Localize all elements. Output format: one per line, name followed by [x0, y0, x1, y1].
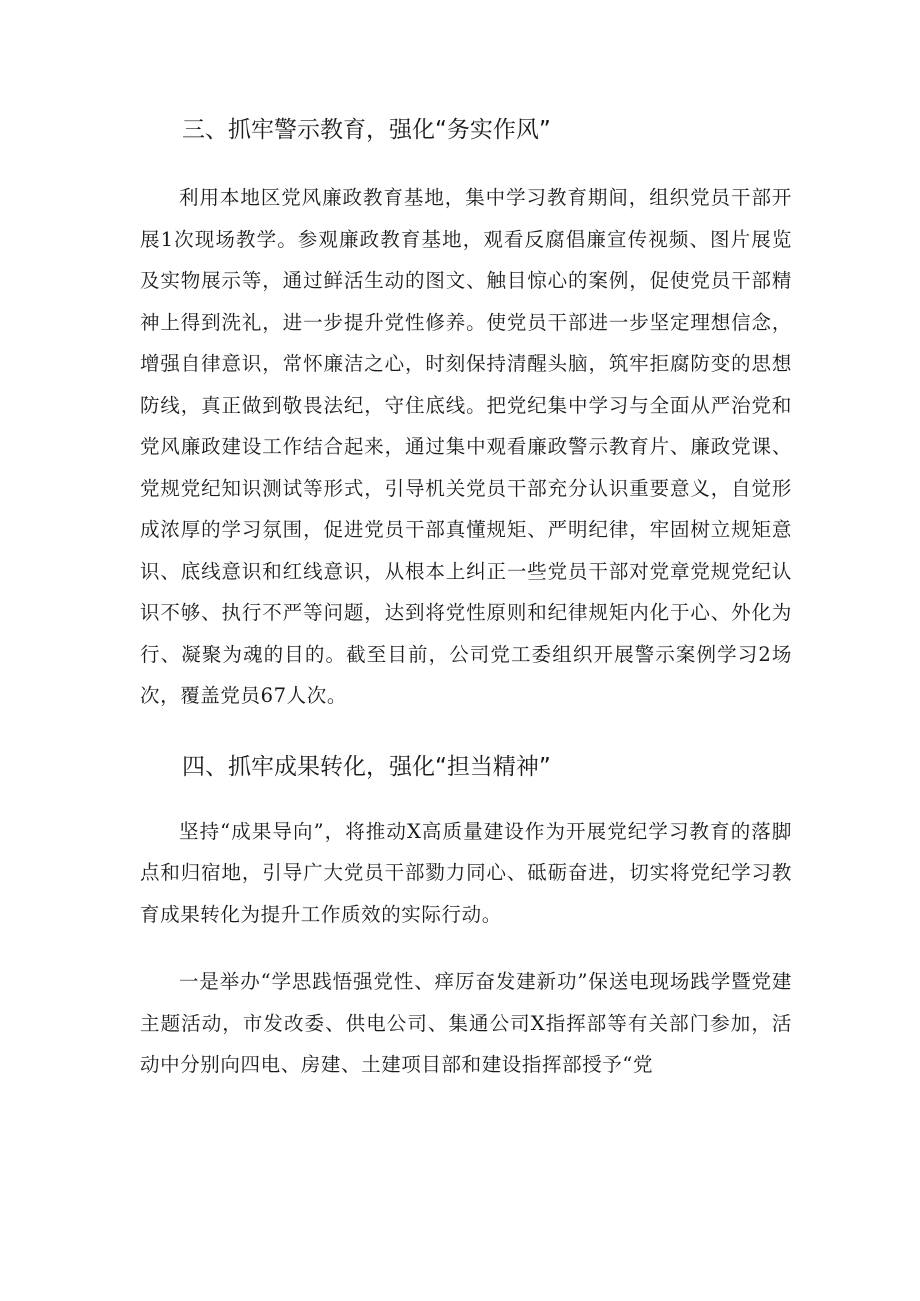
section-4-paragraph-2: 一是举办“学思践悟强党性、痒厉奋发建新功”保送电现场践学暨党建主题活动，市发改委、供电公司、集通公司X指挥部等有关部门参加，活动中分别向四电、房建、土建项目部和建设指挥部授予“党 — [140, 970, 792, 1076]
section-heading-3: 三、抓牢警示教育，强化“务实作风” — [182, 117, 551, 143]
section-3-paragraph: 利用本地区党风廉政教育基地，集中学习教育期间，组织党员干部开展1次现场教学。参观廉政教育基地，观看反腐倡廉宣传视频、图片展览及实物展示等，通过鲜活生动的图文、触目惊心的案例，促使党员干部精神上得到洗礼，进一步提升党性修养。使党员干部进一步坚定理想信念，增强自律意识，常怀廉洁之心，时刻保持清醒头脑，筑牢拒腐防变的思想防线，真正做到敬畏法纪，守住底线。把党纪集中学习与全面从严治党和党风廉政建设工作结合起来，通过集中观看廉政警示教育片、廉政党课、党规党纪知识测试等形式，引导机关党员干部充分认识重要意义，自觉形成浓厚的学习氛围，促进党员干部真懂规矩、严明纪律，牢固树立规矩意识、底线意识和红线意识，从根本上纠正一些党员干部对党章党规党纪认识不够、执行不严等问题，达到将党性原则和纪律规矩内化于心、外化为行、凝聚为魂的目的。截至目前，公司党工委组织开展警示案例学习2场次，覆盖党员67人次。 — [140, 186, 792, 707]
section-heading-4: 四、抓牢成果转化，强化“担当精神” — [182, 753, 551, 780]
section-4-paragraph-1: 坚持“成果导向”，将推动X高质量建设作为开展党纪学习教育的落脚点和归宿地，引导广大党员干部勠力同心、砥砺奋进，切实将党纪学习教育成果转化为提升工作质效的实际行动。 — [140, 819, 792, 926]
